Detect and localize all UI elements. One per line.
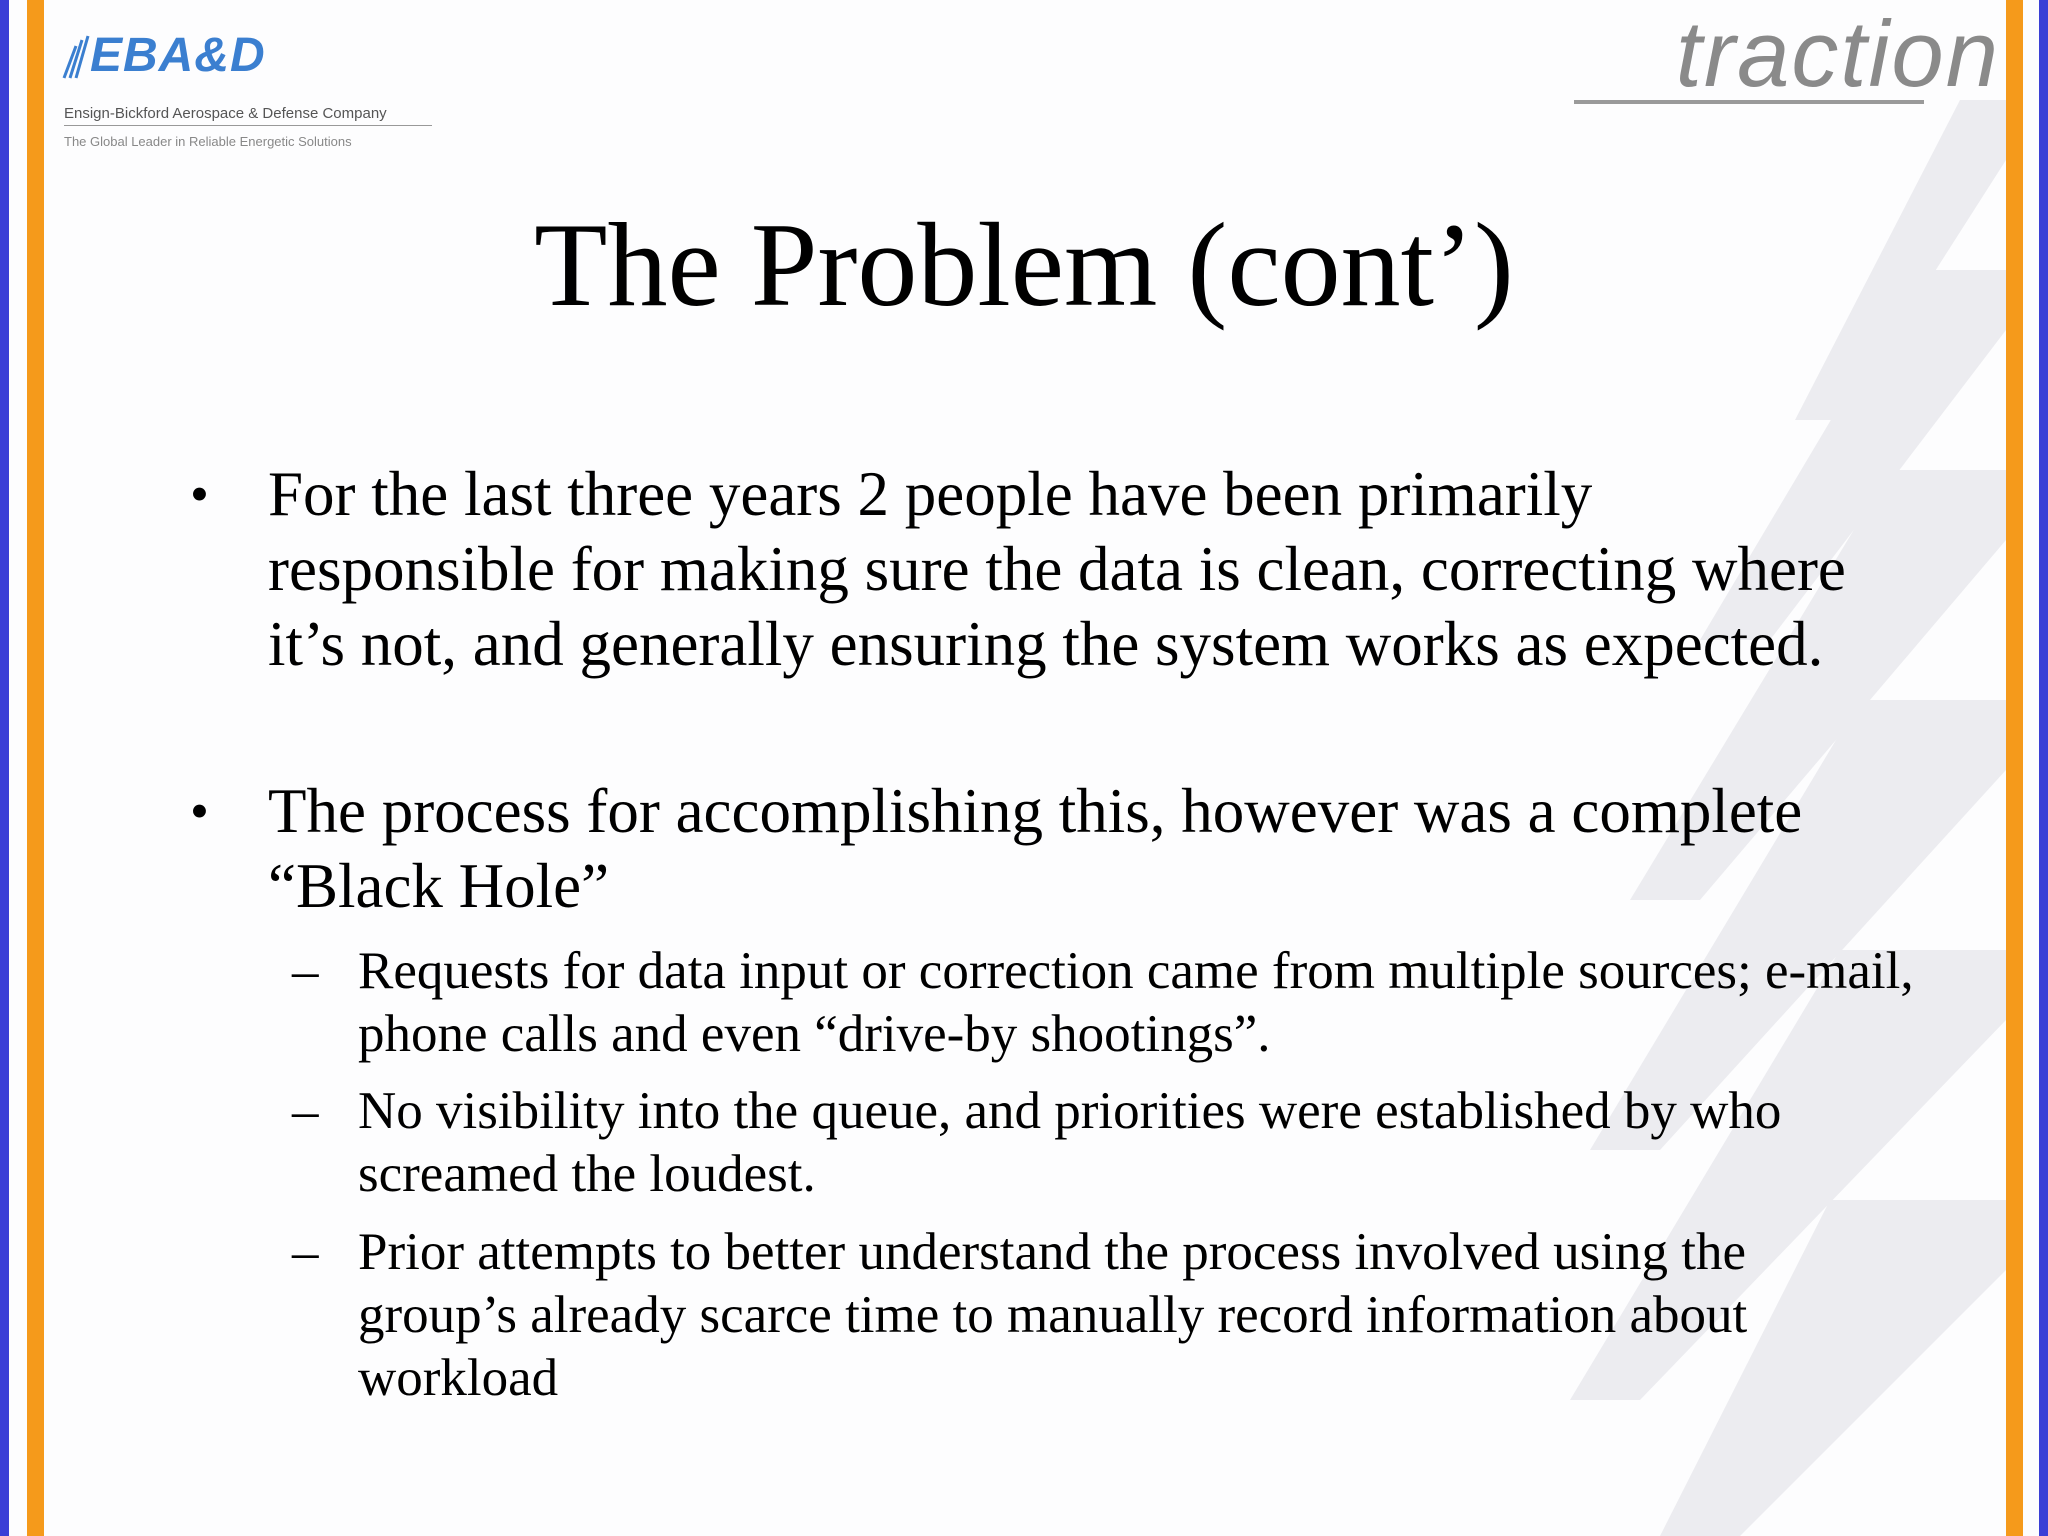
bullet-dot: •	[190, 781, 209, 841]
bullet-dot: •	[190, 464, 209, 524]
logo-mark: EBA&D	[90, 29, 266, 82]
sub-bullet-text: No visibility into the queue, and priorities were established by who screamed the loudest.	[358, 1082, 1782, 1203]
logo-tagline: The Global Leader in Reliable Energetic Solutions	[64, 134, 352, 149]
slide-title: The Problem (cont’)	[534, 198, 1514, 331]
bullet-text: The process for accomplishing this, however was a complete “Black Hole”	[268, 776, 1803, 921]
bullet-text: For the last three years 2 people have been primarily responsible for making sure the data is clean, correcting where it’s not, and generally ensuring the system works as expected.	[268, 459, 1846, 679]
logo-company-name: Ensign-Bickford Aerospace & Defense Company	[64, 105, 387, 122]
sub-bullet-dash: –	[292, 1082, 319, 1140]
traction-logo-word: traction	[1675, 1, 2000, 106]
sub-bullet-text: Requests for data input or correction came from multiple sources; e-mail, phone calls and even “drive-by shootings”.	[358, 942, 1914, 1063]
sub-bullet-text: Prior attempts to better understand the process involved using the group’s already scarce time to manually record information about workload	[358, 1223, 1748, 1407]
sub-bullet-dash: –	[292, 942, 319, 1000]
sub-bullet-dash: –	[292, 1223, 319, 1281]
